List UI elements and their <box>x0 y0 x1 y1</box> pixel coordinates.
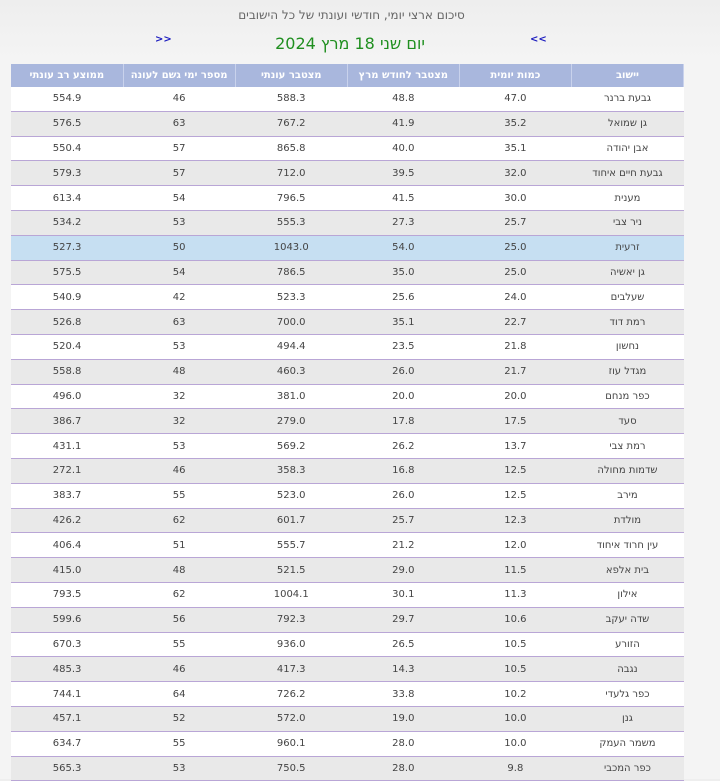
seasonal-cell: 572.0 <box>235 706 347 731</box>
avg-cell: 565.3 <box>11 756 123 781</box>
rain-days-cell: 62 <box>123 508 235 533</box>
table-row <box>11 186 684 211</box>
table-row <box>11 607 684 632</box>
seasonal-cell: 936.0 <box>235 632 347 657</box>
table-row <box>11 87 684 111</box>
monthly-cell: 20.0 <box>347 384 459 409</box>
monthly-cell: 27.3 <box>347 210 459 235</box>
monthly-cell: 39.5 <box>347 161 459 186</box>
avg-cell: 485.3 <box>11 657 123 682</box>
daily-cell: 21.8 <box>459 334 571 359</box>
town-cell: בית אלפא <box>571 558 683 583</box>
table-row <box>11 657 684 682</box>
daily-cell: 10.0 <box>459 706 571 731</box>
daily-cell: 22.7 <box>459 310 571 335</box>
rain-days-cell: 50 <box>123 235 235 260</box>
table-row <box>11 334 684 359</box>
rain-days-cell: 57 <box>123 136 235 161</box>
table-row <box>11 111 684 136</box>
daily-cell: 30.0 <box>459 186 571 211</box>
daily-cell: 13.7 <box>459 434 571 459</box>
seasonal-cell: 712.0 <box>235 161 347 186</box>
monthly-cell: 14.3 <box>347 657 459 682</box>
seasonal-cell: 279.0 <box>235 409 347 434</box>
town-cell: זרעית <box>571 235 683 260</box>
daily-cell: 32.0 <box>459 161 571 186</box>
rain-days-cell: 55 <box>123 483 235 508</box>
avg-cell: 558.8 <box>11 359 123 384</box>
daily-cell: 10.6 <box>459 607 571 632</box>
rain-days-cell: 54 <box>123 260 235 285</box>
seasonal-cell: 588.3 <box>235 87 347 111</box>
column-header-rain-days[interactable]: מספר ימי גשם לעונה <box>123 64 235 87</box>
daily-cell: 12.5 <box>459 483 571 508</box>
table-row <box>11 458 684 483</box>
rain-days-cell: 57 <box>123 161 235 186</box>
column-header-daily[interactable]: כמות יומית <box>459 64 571 87</box>
town-cell: מענית <box>571 186 683 211</box>
town-cell: גבעת ברנר <box>571 87 683 111</box>
monthly-cell: 25.6 <box>347 285 459 310</box>
avg-cell: 426.2 <box>11 508 123 533</box>
town-cell: אילון <box>571 582 683 607</box>
avg-cell: 520.4 <box>11 334 123 359</box>
seasonal-cell: 460.3 <box>235 359 347 384</box>
town-cell: גבעת חיים איחוד <box>571 161 683 186</box>
avg-cell: 670.3 <box>11 632 123 657</box>
monthly-cell: 28.0 <box>347 756 459 781</box>
town-cell: גנן <box>571 706 683 731</box>
rain-days-cell: 55 <box>123 632 235 657</box>
avg-cell: 496.0 <box>11 384 123 409</box>
avg-cell: 613.4 <box>11 186 123 211</box>
avg-cell: 550.4 <box>11 136 123 161</box>
monthly-cell: 17.8 <box>347 409 459 434</box>
daily-cell: 10.2 <box>459 682 571 707</box>
seasonal-cell: 381.0 <box>235 384 347 409</box>
seasonal-cell: 555.7 <box>235 533 347 558</box>
avg-cell: 457.1 <box>11 706 123 731</box>
table-row <box>11 384 684 409</box>
page-subtitle: סיכום ארצי יומי, חודשי ועונתי של כל הישובים <box>238 8 465 22</box>
seasonal-cell: 700.0 <box>235 310 347 335</box>
column-header-town[interactable]: יישוב <box>571 64 683 87</box>
monthly-cell: 54.0 <box>347 235 459 260</box>
rain-days-cell: 53 <box>123 334 235 359</box>
column-header-seasonal[interactable]: מצטבר עונתי <box>235 64 347 87</box>
column-header-monthly[interactable]: מצטבר לחודש מרץ <box>347 64 459 87</box>
town-cell: גן שמואל <box>571 111 683 136</box>
avg-cell: 386.7 <box>11 409 123 434</box>
date-title: יום שני 18 מרץ 2024 <box>275 34 425 53</box>
avg-cell: 526.8 <box>11 310 123 335</box>
daily-cell: 25.0 <box>459 235 571 260</box>
seasonal-cell: 569.2 <box>235 434 347 459</box>
table-row <box>11 235 684 260</box>
town-cell: משמר העמק <box>571 731 683 756</box>
avg-cell: 431.1 <box>11 434 123 459</box>
daily-cell: 21.7 <box>459 359 571 384</box>
avg-cell: 527.3 <box>11 235 123 260</box>
avg-cell: 534.2 <box>11 210 123 235</box>
daily-cell: 25.7 <box>459 210 571 235</box>
daily-cell: 10.0 <box>459 731 571 756</box>
next-day-link[interactable]: << <box>530 34 547 45</box>
monthly-cell: 29.0 <box>347 558 459 583</box>
monthly-cell: 33.8 <box>347 682 459 707</box>
monthly-cell: 28.0 <box>347 731 459 756</box>
monthly-cell: 41.9 <box>347 111 459 136</box>
avg-cell: 793.5 <box>11 582 123 607</box>
avg-cell: 272.1 <box>11 458 123 483</box>
seasonal-cell: 786.5 <box>235 260 347 285</box>
rain-days-cell: 51 <box>123 533 235 558</box>
monthly-cell: 23.5 <box>347 334 459 359</box>
table-row <box>11 136 684 161</box>
seasonal-cell: 1004.1 <box>235 582 347 607</box>
prev-day-link[interactable]: >> <box>155 34 172 45</box>
table-row <box>11 434 684 459</box>
seasonal-cell: 767.2 <box>235 111 347 136</box>
rain-days-cell: 46 <box>123 458 235 483</box>
table-row <box>11 210 684 235</box>
table-row <box>11 409 684 434</box>
monthly-cell: 35.1 <box>347 310 459 335</box>
town-cell: מולדת <box>571 508 683 533</box>
rain-days-cell: 55 <box>123 731 235 756</box>
seasonal-cell: 523.3 <box>235 285 347 310</box>
daily-cell: 47.0 <box>459 87 571 111</box>
daily-cell: 25.0 <box>459 260 571 285</box>
town-cell: שדמות מחולה <box>571 458 683 483</box>
town-cell: הזורע <box>571 632 683 657</box>
seasonal-cell: 417.3 <box>235 657 347 682</box>
town-cell: מירב <box>571 483 683 508</box>
seasonal-cell: 601.7 <box>235 508 347 533</box>
table-row <box>11 508 684 533</box>
monthly-cell: 48.8 <box>347 87 459 111</box>
town-cell: כפר המכבי <box>571 756 683 781</box>
rain-days-cell: 32 <box>123 384 235 409</box>
seasonal-cell: 358.3 <box>235 458 347 483</box>
table-row <box>11 582 684 607</box>
daily-cell: 12.3 <box>459 508 571 533</box>
table-row <box>11 682 684 707</box>
table-body <box>11 87 684 781</box>
table-row <box>11 161 684 186</box>
monthly-cell: 26.5 <box>347 632 459 657</box>
rain-days-cell: 52 <box>123 706 235 731</box>
daily-cell: 10.5 <box>459 657 571 682</box>
rain-days-cell: 53 <box>123 434 235 459</box>
seasonal-cell: 523.0 <box>235 483 347 508</box>
rain-days-cell: 54 <box>123 186 235 211</box>
table-row <box>11 731 684 756</box>
daily-cell: 12.0 <box>459 533 571 558</box>
rain-days-cell: 56 <box>123 607 235 632</box>
avg-cell: 575.5 <box>11 260 123 285</box>
rainfall-table-container <box>11 64 684 781</box>
daily-cell: 11.5 <box>459 558 571 583</box>
seasonal-cell: 555.3 <box>235 210 347 235</box>
rain-days-cell: 46 <box>123 657 235 682</box>
date-navigation <box>0 30 703 56</box>
seasonal-cell: 960.1 <box>235 731 347 756</box>
monthly-cell: 26.0 <box>347 483 459 508</box>
table-row <box>11 558 684 583</box>
daily-cell: 35.1 <box>459 136 571 161</box>
seasonal-cell: 494.4 <box>235 334 347 359</box>
table-row <box>11 285 684 310</box>
rain-days-cell: 46 <box>123 87 235 111</box>
town-cell: שדה יעקב <box>571 607 683 632</box>
rain-days-cell: 53 <box>123 756 235 781</box>
monthly-cell: 29.7 <box>347 607 459 632</box>
table-row <box>11 706 684 731</box>
rain-days-cell: 53 <box>123 210 235 235</box>
rain-days-cell: 48 <box>123 359 235 384</box>
rain-days-cell: 32 <box>123 409 235 434</box>
column-header-avg[interactable]: ממוצע רב עונתי <box>11 64 123 87</box>
seasonal-cell: 792.3 <box>235 607 347 632</box>
table-row <box>11 483 684 508</box>
avg-cell: 634.7 <box>11 731 123 756</box>
avg-cell: 579.3 <box>11 161 123 186</box>
avg-cell: 599.6 <box>11 607 123 632</box>
town-cell: רמת דוד <box>571 310 683 335</box>
monthly-cell: 26.2 <box>347 434 459 459</box>
daily-cell: 35.2 <box>459 111 571 136</box>
avg-cell: 415.0 <box>11 558 123 583</box>
avg-cell: 383.7 <box>11 483 123 508</box>
daily-cell: 24.0 <box>459 285 571 310</box>
monthly-cell: 19.0 <box>347 706 459 731</box>
town-cell: כפר מנחם <box>571 384 683 409</box>
monthly-cell: 41.5 <box>347 186 459 211</box>
rain-days-cell: 62 <box>123 582 235 607</box>
seasonal-cell: 865.8 <box>235 136 347 161</box>
table-row <box>11 632 684 657</box>
rain-days-cell: 42 <box>123 285 235 310</box>
daily-cell: 20.0 <box>459 384 571 409</box>
seasonal-cell: 521.5 <box>235 558 347 583</box>
monthly-cell: 30.1 <box>347 582 459 607</box>
table-row <box>11 533 684 558</box>
table-row <box>11 756 684 781</box>
town-cell: אבן יהודה <box>571 136 683 161</box>
daily-cell: 10.5 <box>459 632 571 657</box>
town-cell: גן יאשיה <box>571 260 683 285</box>
rainfall-table <box>11 64 684 781</box>
table-row <box>11 310 684 335</box>
town-cell: נגבה <box>571 657 683 682</box>
town-cell: נחשון <box>571 334 683 359</box>
town-cell: מגדל עוז <box>571 359 683 384</box>
monthly-cell: 16.8 <box>347 458 459 483</box>
seasonal-cell: 1043.0 <box>235 235 347 260</box>
town-cell: כפר גלעדי <box>571 682 683 707</box>
monthly-cell: 35.0 <box>347 260 459 285</box>
rain-days-cell: 48 <box>123 558 235 583</box>
town-cell: עין חרוד איחוד <box>571 533 683 558</box>
seasonal-cell: 750.5 <box>235 756 347 781</box>
rain-days-cell: 63 <box>123 310 235 335</box>
daily-cell: 9.8 <box>459 756 571 781</box>
rain-days-cell: 64 <box>123 682 235 707</box>
seasonal-cell: 726.2 <box>235 682 347 707</box>
table-row <box>11 260 684 285</box>
town-cell: שעלבים <box>571 285 683 310</box>
avg-cell: 406.4 <box>11 533 123 558</box>
monthly-cell: 21.2 <box>347 533 459 558</box>
avg-cell: 554.9 <box>11 87 123 111</box>
avg-cell: 744.1 <box>11 682 123 707</box>
rain-days-cell: 63 <box>123 111 235 136</box>
town-cell: סעד <box>571 409 683 434</box>
daily-cell: 11.3 <box>459 582 571 607</box>
monthly-cell: 26.0 <box>347 359 459 384</box>
town-cell: ניר צבי <box>571 210 683 235</box>
monthly-cell: 25.7 <box>347 508 459 533</box>
avg-cell: 540.9 <box>11 285 123 310</box>
monthly-cell: 40.0 <box>347 136 459 161</box>
town-cell: רמת צבי <box>571 434 683 459</box>
avg-cell: 576.5 <box>11 111 123 136</box>
table-row <box>11 359 684 384</box>
table-header-row <box>11 64 684 87</box>
daily-cell: 17.5 <box>459 409 571 434</box>
daily-cell: 12.5 <box>459 458 571 483</box>
seasonal-cell: 796.5 <box>235 186 347 211</box>
